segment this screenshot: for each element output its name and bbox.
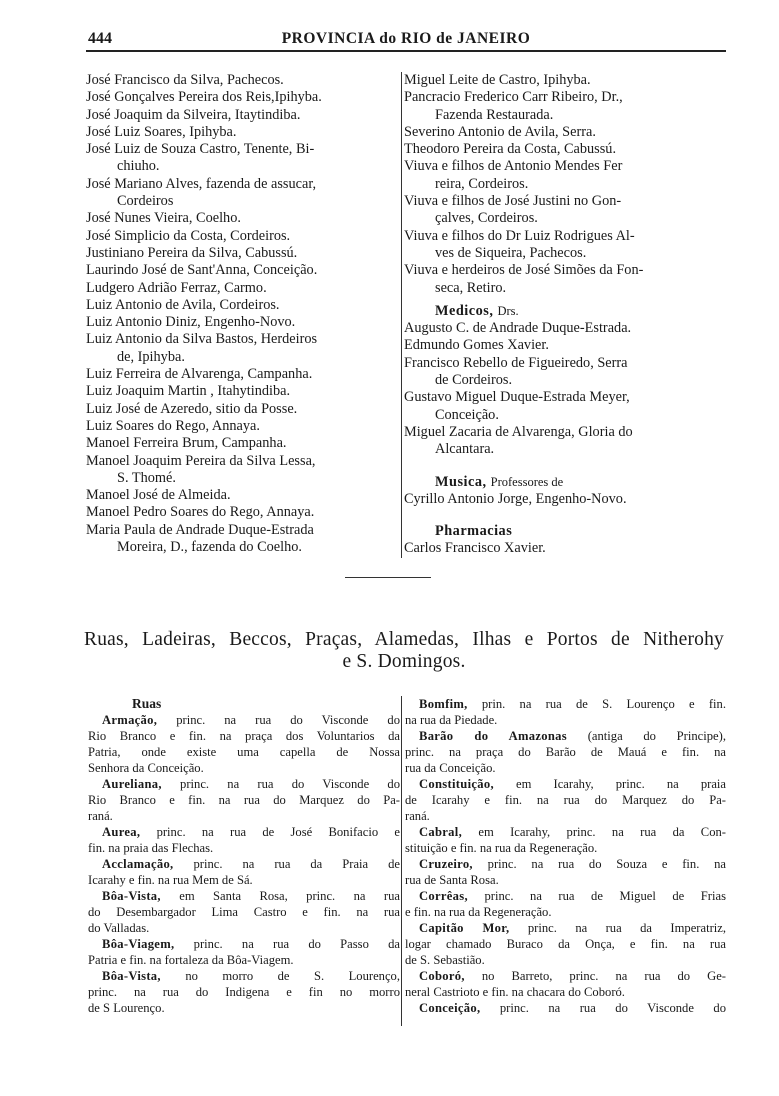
directory-entry-line: seca, Retiro. xyxy=(435,279,507,296)
directory-entry-line: Luiz José de Azeredo, sitio da Posse. xyxy=(86,400,298,417)
street-name: Bomfim, xyxy=(419,697,468,711)
directory-entry-line: José Mariano Alves, fazenda de assucar, xyxy=(86,175,317,192)
street-entry-line: Aureliana, princ. na rua do Visconde do xyxy=(102,777,400,791)
directory-entry-line: Manoel Pedro Soares do Rego, Annaya. xyxy=(86,504,315,521)
section-divider xyxy=(345,577,431,578)
street-entry-line: de S. Sebastião. xyxy=(405,953,485,967)
street-name: Coboró, xyxy=(419,969,465,983)
directory-entry-line: Viuva e filhos de José Justini no Gon- xyxy=(404,193,622,210)
street-entry-line: princ. na rua do Indigena e fin no morro xyxy=(88,985,400,999)
medico-entry-line: de Cordeiros. xyxy=(435,372,513,389)
directory-entry-line: Pancracio Frederico Carr Ribeiro, Dr., xyxy=(404,89,623,106)
directory-entry-line: çalves, Cordeiros. xyxy=(435,210,538,227)
street-name: Aureliana, xyxy=(102,777,162,791)
medico-entry-line: Miguel Zacaria de Alvarenga, Gloria do xyxy=(404,423,633,440)
street-entry-line: stituição e fin. na rua da Regeneração. xyxy=(405,841,598,855)
medicos-heading-text: Medicos, xyxy=(435,302,494,319)
street-entry-line: Rio Branco e fin. na rua do Marquez do Pa- xyxy=(88,793,400,807)
street-entry-line: de S Lourenço. xyxy=(88,1001,165,1015)
ruas-heading: Ruas xyxy=(132,696,162,711)
upper-left-column xyxy=(86,72,400,556)
medico-entry-line: Gustavo Miguel Duque-Estrada Meyer, xyxy=(404,389,630,406)
directory-entry-line: Luiz Antonio Diniz, Engenho-Novo. xyxy=(86,314,296,331)
directory-entry-line: de, Ipihyba. xyxy=(117,348,185,365)
street-name: Bôa-Vista, xyxy=(102,889,161,903)
pharmacias-heading: Pharmacias xyxy=(435,523,513,540)
street-entry-line: do Desembargador Lima Castro e fin. na rua xyxy=(88,905,400,919)
musica-list xyxy=(404,491,726,508)
directory-entry-line: Moreira, D., fazenda do Coelho. xyxy=(117,539,303,556)
street-entry-line: neral Castrioto e fin. na chacara do Coboró. xyxy=(405,985,625,999)
street-entry-line: raná. xyxy=(405,809,430,823)
directory-entry-line: Ludgero Adrião Ferraz, Carmo. xyxy=(86,279,267,296)
pharmacia-entry-line: Carlos Francisco Xavier. xyxy=(404,540,546,557)
medico-entry-line: Augusto C. de Andrade Duque-Estrada. xyxy=(404,320,632,337)
street-name: Corrêas, xyxy=(419,889,468,903)
street-entry-line: rua de Santa Rosa. xyxy=(405,873,499,887)
street-name: Conceição, xyxy=(419,1001,481,1015)
medico-entry-line: Francisco Rebello de Figueiredo, Serra xyxy=(404,354,628,371)
street-entry-line: logar chamado Buraco da Onça, e fin. na rua xyxy=(405,937,726,951)
directory-entry-line: Severino Antonio de Avila, Serra. xyxy=(404,123,596,140)
street-entry-line: Coboró, no Barreto, princ. na rua do Ge- xyxy=(419,969,726,983)
directory-entry-line: José Francisco da Silva, Pachecos. xyxy=(86,72,284,88)
street-entry-line: Bôa-Viagem, princ. na rua do Passo da xyxy=(102,937,400,951)
street-entry-line: Constituição, em Icarahy, princ. na praia xyxy=(419,777,726,791)
directory-entry-line: José Luiz Soares, Ipihyba. xyxy=(86,123,237,140)
directory-entry-line: Luiz Ferreira de Alvarenga, Campanha. xyxy=(86,366,313,383)
musica-heading xyxy=(404,474,726,491)
street-name: Constituição, xyxy=(419,777,494,791)
directory-entry-line: Luiz Antonio de Avila, Cordeiros. xyxy=(86,296,280,313)
directory-entry-line: Luiz Antonio da Silva Bastos, Herdeiros xyxy=(86,331,318,348)
street-entry-line: Patria, onde existe uma capella de Nossa xyxy=(88,745,400,759)
street-entry-line: Bomfim, prin. na rua de S. Lourenço e fin. xyxy=(419,697,726,711)
musica-heading-text: Musica, xyxy=(435,473,487,490)
pharmacias-list xyxy=(404,540,726,557)
street-entry-line: Conceição, princ. na rua do Visconde do xyxy=(419,1001,726,1015)
directory-entry-line: Viuva e filhos de Antonio Mendes Fer xyxy=(404,158,623,175)
medico-entry-line: Edmundo Gomes Xavier. xyxy=(404,337,549,354)
street-entry-line: raná. xyxy=(88,809,113,823)
street-name: Bôa-Viagem, xyxy=(102,937,175,951)
street-entry-line: na rua da Piedade. xyxy=(405,713,498,727)
street-entry-line: Patria e fin. na fortaleza da Bôa-Viagem. xyxy=(88,953,294,967)
directory-entry-line: Luiz Joaquim Martin , Itahytindiba. xyxy=(86,383,291,400)
page-header xyxy=(86,28,726,52)
street-entry-line: e fin. na rua da Regeneração. xyxy=(405,905,552,919)
medico-entry-line: Alcantara. xyxy=(435,441,495,458)
street-name: Aurea, xyxy=(102,825,141,839)
directory-entry-line: Theodoro Pereira da Costa, Cabussú. xyxy=(404,141,617,158)
section-title-line1: Ruas, Ladeiras, Beccos, Praças, Alamedas, Ilhas e Portos de Nitherohy xyxy=(84,629,724,650)
street-entry-line: Armação, princ. na rua do Visconde do xyxy=(102,713,400,727)
street-name: Acclamação, xyxy=(102,857,174,871)
street-entry-line: rua da Conceição. xyxy=(405,761,496,775)
medico-entry-line: Conceição. xyxy=(435,406,499,423)
directory-entry-line: Miguel Leite de Castro, Ipihyba. xyxy=(404,72,591,88)
directory-entry-line: chiuho. xyxy=(117,158,160,175)
directory-entry-line: Justiniano Pereira da Silva, Cabussú. xyxy=(86,244,298,261)
street-name: Cruzeiro, xyxy=(419,857,473,871)
lower-right-column xyxy=(401,696,726,1026)
medicos-subheading: Drs. xyxy=(497,303,519,318)
directory-entry-line: José Joaquim da Silveira, Itaytindiba. xyxy=(86,106,301,123)
street-entry-line: Rio Branco e fin. na praça dos Voluntarios da xyxy=(88,729,400,743)
right-entries xyxy=(404,72,726,297)
street-entry-line: fin. na praia das Flechas. xyxy=(88,841,214,855)
directory-entry-line: Luiz Soares do Rego, Annaya. xyxy=(86,417,260,434)
running-title: PROVINCIA do RIO de JANEIRO xyxy=(281,30,531,47)
street-name: Capitão Mor, xyxy=(419,921,510,935)
directory-entry-line: Viuva e filhos do Dr Luiz Rodrigues Al- xyxy=(404,227,635,244)
lower-left-column xyxy=(88,696,400,1016)
street-entry-line: Icarahy e fin. na rua Mem de Sá. xyxy=(88,873,253,887)
section-title-line2: e S. Domingos. xyxy=(342,651,466,672)
street-entry-line: Corrêas, princ. na rua de Miguel de Frias xyxy=(419,889,726,903)
street-entry-line: Acclamação, princ. na rua da Praia de xyxy=(102,857,400,871)
directory-entry-line: Laurindo José de Sant'Anna, Conceição. xyxy=(86,262,318,279)
directory-entry-line: José Gonçalves Pereira dos Reis,Ipihyba. xyxy=(86,89,322,106)
directory-entry-line: S. Thomé. xyxy=(117,469,176,486)
upper-right-column xyxy=(401,72,726,558)
directory-entry-line: José Nunes Vieira, Coelho. xyxy=(86,210,241,227)
directory-entry-line: reira, Cordeiros. xyxy=(435,175,529,192)
street-entry-line: Aurea, princ. na rua de José Bonifacio e xyxy=(102,825,400,839)
directory-entry-line: Maria Paula de Andrade Duque-Estrada xyxy=(86,521,314,538)
street-entry-line: princ. na praça do Barão de Mauá e fin. na xyxy=(405,745,726,759)
street-entry-line: do Valladas. xyxy=(88,921,150,935)
ruas-left-list xyxy=(88,712,400,1016)
musica-subheading: Professores de xyxy=(490,474,564,489)
directory-entry-line: Manoel Ferreira Brum, Campanha. xyxy=(86,435,287,452)
directory-entry-line: Cordeiros xyxy=(117,193,174,210)
street-entry-line: de Icarahy e fin. na rua do Marquez do Pa- xyxy=(405,793,726,807)
street-name: Cabral, xyxy=(419,825,463,839)
street-name: Barão do Amazonas xyxy=(419,729,567,743)
medicos-list xyxy=(404,320,726,458)
directory-entry-line: José Simplicio da Costa, Cordeiros. xyxy=(86,227,291,244)
directory-entry-line: Viuva e herdeiros de José Simões da Fon- xyxy=(404,262,644,279)
street-entry-line: Barão do Amazonas (antiga do Principe), xyxy=(419,729,726,743)
street-entry-line: Cruzeiro, princ. na rua do Souza e fin. na xyxy=(419,857,726,871)
page-number: 444 xyxy=(88,30,112,47)
directory-entry-line: Manoel Joaquim Pereira da Silva Lessa, xyxy=(86,452,316,469)
directory-entry-line: ves de Siqueira, Pachecos. xyxy=(435,244,587,261)
medicos-heading xyxy=(404,303,726,320)
directory-entry-line: Fazenda Restaurada. xyxy=(435,106,554,123)
musica-entry-line: Cyrillo Antonio Jorge, Engenho-Novo. xyxy=(404,490,627,507)
directory-entry-line: José Luiz de Souza Castro, Tenente, Bi- xyxy=(86,141,315,158)
street-entry-line: Cabral, em Icarahy, princ. na rua da Con- xyxy=(419,825,726,839)
street-entry-line: Senhora da Conceição. xyxy=(88,761,204,775)
street-entry-line: Bôa-Vista, em Santa Rosa, princ. na rua xyxy=(102,889,400,903)
street-name: Bôa-Vista, xyxy=(102,969,161,983)
directory-entry-line: Manoel José de Almeida. xyxy=(86,487,231,504)
street-name: Armação, xyxy=(102,713,158,727)
street-entry-line: Capitão Mor, princ. na rua da Imperatriz, xyxy=(419,921,726,935)
street-entry-line: Bôa-Vista, no morro de S. Lourenço, xyxy=(102,969,400,983)
